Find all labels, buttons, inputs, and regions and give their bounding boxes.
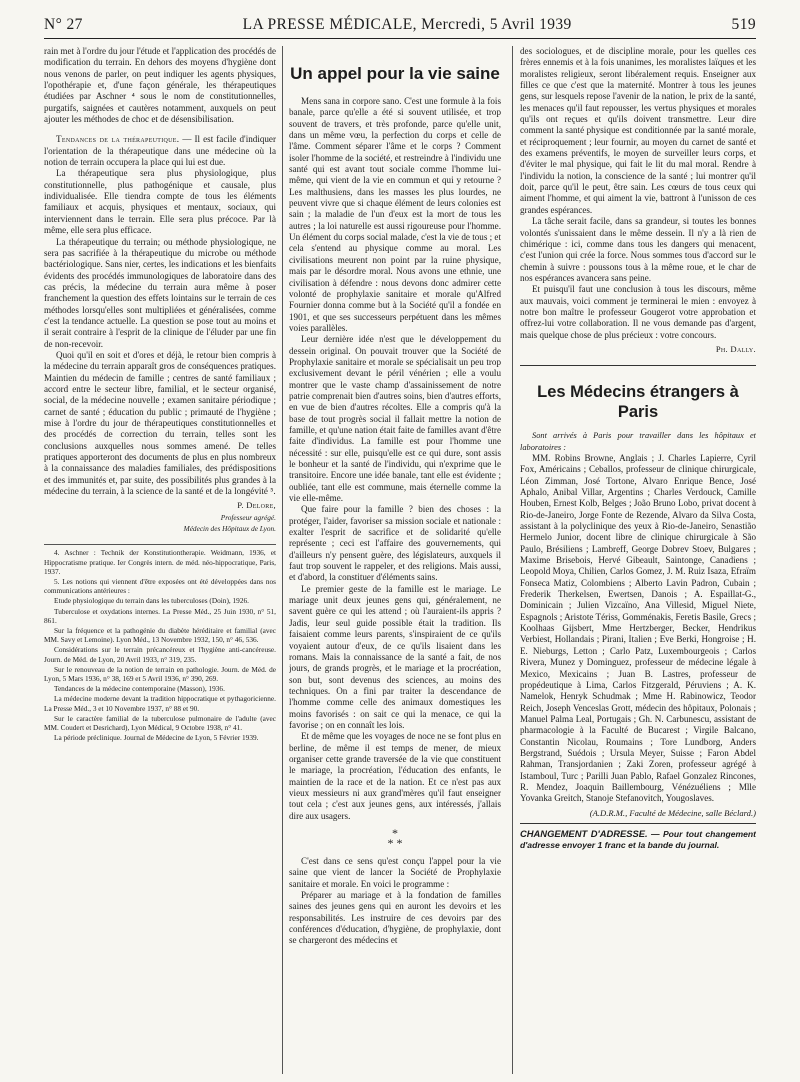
footnote: 4. Aschner : Technik der Konstitutiontherapie. Weidmann, 1936, et Hippocratisme pratique. Ier Congrès intern. de méd. néo-hippocratique, Paris, 1937. bbox=[44, 548, 276, 576]
column-divider bbox=[282, 46, 283, 1074]
paragraph: Et de même que les voyages de noce ne se font plus en berline, de même il est temps de mener, de mieux organiser cette grande traversée de la vie que constituent le mariage, la procréation, l'éducation des enfants, le maintien de la race et de la nation. Et ce n'est pas aux vieux messieurs ni aux grand'mères qu'il faut enseigner tout cela ; c'est aux jeunes gens, aux intéressés, j'allais dire aux usagers. bbox=[289, 731, 501, 821]
column-middle bbox=[289, 46, 501, 1076]
paragraph: rain met à l'ordre du jour l'étude et l'application des procédés de modification du terrain. En dehors des moyens d'hygiène dont nous venons de parler, on peut indiquer les agents physiques, l'opothérapie et, d'une façon générale, les thérapeutiques étudiées par Aschner ⁴ sous le nom de constitutionnelles, purgatifs, saignées et cautères notamment, auxquels on peut ajouter les méthodes de choc et de désensibilisation. bbox=[44, 46, 276, 125]
paragraph: des sociologues, et de discipline morale, pour les quelles ces frères ennemis et à la fois unanimes, les moralistes laïques et les moralistes religieux, seront libéralement requis. Enseigner aux filles ce que c'est que la maternité. Montrer à tous les jeunes gens, sur lesquels repose l'avenir de la nation, le prix de la santé, les menaces qu'il faut repousser, les vertus physiques et morales qu'ils ont reçues et qu'ils doivent transmettre. Leur dire comment la santé physique est conditionnée par la santé morale, et réciproquement ; leur fournir, au moyen du carnet de santé et des examens préventifs, le moyen de surveiller leurs corps, et d'éviter le mal physique, qui fait le lit du mal moral. Rendre à l'individu la notion, la conscience de la santé ; lui montrer qu'il doit, parce qu'il le peut, être sain. Les cœurs de tous ceux qui aiment l'homme, et qui aiment la vie, battront à l'unisson de ces grandes espérances. bbox=[520, 46, 756, 215]
article-title: Un appel pour la vie saine bbox=[290, 64, 500, 83]
footnote: Sur le caractère familial de la tuberculose pulmonaire de l'adulte (avec MM. Coudert et Desrichard), Lyon Médical, 9 Octobre 1938, n° 41. bbox=[44, 713, 276, 733]
column-divider bbox=[512, 46, 513, 1074]
footnote: La médecine moderne devant la tradition hippocratique et pythagoricienne. La Presse Méd., 3 et 10 Novembre 1937, n° 88 et 90. bbox=[44, 694, 276, 713]
footnote: Etude physiologique du terrain dans les tuberculoses (Doin), 1926. bbox=[54, 596, 249, 606]
section-separator: * * * bbox=[387, 826, 403, 850]
footnote: 5. Les notions qui viennent d'être exposées ont été développées dans nos communications antérieures : bbox=[44, 577, 276, 596]
section-label: Tendances de la thérapeutique. bbox=[56, 134, 180, 145]
paragraph: La thérapeutique du terrain; ou méthode physiologique, ne sera pas sacrifiée à la thérapeutique du microbe ou méthode bactériologique. Sans nier, certes, les indications et les bienfaits évidents des procédés immunologiques de laboratoire dans des cas précis, la médecine du terrain aura même à poser franchement la question des effets lointains sur le terrain de ces méthodes lorsqu'elles sont multipliées et généralisées, comme c'est la tendance actuelle. La question se pose tout au moins et il serait contraire à l'esprit de la clinique de l'éluder par une fin de non-recevoir. bbox=[44, 236, 276, 349]
paragraph: Préparer au mariage et à la fondation de familles saines des jeunes gens qui en auront les devoirs et les responsabilités. Les instruire de ces devoirs par des conférences d'éducation, d'hygiène, de prophylaxie, dont se chargeront des médecins et bbox=[289, 890, 501, 946]
paragraph: Leur dernière idée n'est que le développement du dessein original. On pouvait trouver que la Société de Prophylaxie sanitaire et morale se spécialisait un peu trop exclusivement devant le péril vénérien ; elle a voulu montrer que le vaste champ d'assainissement de notre patrie comprenait bien d'autres soins, bien d'autres efforts, en vue de bien d'autres récoltes. Elle a compris qu'à la base de tout progrès social il fallait mettre la notion de famille, et qu'une nation était faite de familles avant d'être faite d'individus. La famille est pour l'homme une nécessité : sur elle, puisqu'elle est ce qui dure, sont assis le bonheur et la santé de l'individu, qui n'exprime que le transitoire. Encore une idée banale, tant elle est évidente ; oubliée, tant elle est commune, mais éternelle comme la vie elle-même. bbox=[289, 334, 501, 504]
footnote: Tuberculose et oxydations internes. La Presse Méd., 25 Juin 1930, n° 51, 861. bbox=[44, 606, 276, 625]
footnote: Considérations sur le terrain précancéreux et l'hygiène anti-cancéreuse. Journ. de Méd. de Lyon, 20 Avril 1933, n° 319, 235. bbox=[44, 645, 276, 664]
paragraph: Le premier geste de la famille est le mariage. Le mariage unit deux jeunes gens qui, généralement, ne savent guère ce qui les attend ; où l'auraient-ils appris ? Jadis, leur seul guide possible était la tradition. Ils faisaient comme leurs parents, s'inspiraient de ce qu'ils voyaient autour d'eux, de ce qu'ils lisaient dans les romans. Mais la connaissance de la santé a fait, de nos jours, de grands progrès, et le mariage et la procréation, son but, sont devenus des sciences, au moins des techniques. On a fini par traiter la descendance de l'homme comme celle des animaux domestiques les moins favorisés : on sait ce qui la menace, ce qui la favorise ; on en connaît les lois. bbox=[289, 583, 501, 730]
footnote: Sur la fréquence et la pathogénie du diabète héréditaire et familial (avec MM. Savy et Lemoine). Lyon Méd., 13 Novembre 1932, 150, n° 46, 536. bbox=[44, 626, 276, 645]
source-note: (A.D.R.M., Faculté de Médecine, salle Béclard.) bbox=[589, 807, 756, 818]
paragraph: Quoi qu'il en soit et d'ores et déjà, le retour bien compris à la médecine du terrain apparaît gros de conséquences pratiques. Maintien du médecin de famille ; centres de santé familiaux ; accord entre le secteur libre, familial, et le secteur organisé, social, de la médecine nouvelle ; examen sanitaire périodique ; carnet de santé ; éducation du public ; primauté de l'hygiène ; mise à l'ordre du jour de thérapeutiques constitutionnelles et des procédés de correction du terrain, telles sont les conclusions auxquelles nous sommes amené. De telles pratiques apporteront des documents de plus en plus nombreux à la connaissance des maladies familiales, des prédispositions et des immunités et, par suite, des possibilités plus grandes à la médecine du terrain, à la science de la santé et de la longévité ⁵. bbox=[44, 349, 276, 497]
section-rule bbox=[520, 823, 756, 824]
paragraph: Que faire pour la famille ? bien des choses : la protéger, l'aider, favoriser sa mission sociale et nationale : exalter l'esprit de sacrifice et de solidarité qu'elle représente ; ceci est l'affaire des gouvernements, qui d'ailleurs n'y pensent guère, des législateurs, auxquels il faut trop souvent le rappeler, et des religions. Mais aussi, et d'abord, la constituer d'éléments sains. bbox=[289, 504, 501, 583]
author-affiliation: Médecin des Hôpitaux de Lyon. bbox=[183, 524, 276, 534]
running-header bbox=[44, 16, 756, 38]
author-title: Professeur agrégé. bbox=[220, 512, 276, 522]
paragraph bbox=[44, 134, 276, 168]
column-right bbox=[520, 46, 756, 1076]
author-signature: Ph. Dally. bbox=[715, 343, 756, 354]
paragraph: C'est dans ce sens qu'est conçu l'appel pour la vie saine que vient de lancer la Société de Prophylaxie sanitaire et morale. En voici le programme : bbox=[289, 856, 501, 889]
column-left bbox=[44, 46, 276, 1076]
footnote: Sur le renouveau de la notion de terrain en pathologie. Journ. de Méd. de Lyon, 5 Mars 1936, n° 38, 169 et 5 Avril 1936, n° 390, 269. bbox=[44, 664, 276, 684]
header-rule bbox=[44, 38, 756, 39]
section-rule bbox=[520, 365, 756, 366]
author-signature: P. Delore, bbox=[237, 500, 276, 511]
issue-number: N° 27 bbox=[44, 16, 83, 33]
page-number: 519 bbox=[731, 16, 756, 33]
doctor-list: MM. Robins Browne, Anglais ; J. Charles Lapierre, Cyril Fox, Américains ; Ceballos, professeur de clinique chirurgicale, Léon Zimman, José Tortone, Alvaro Enrique Bence, José Aphalo, Anibal Villar, Argentins ; Charles Verdouck, Camille Houben, Ernest Kolb, Belges ; João Bruno Lobo, privat docent à Rio-de-Janeiro, Jorge Fonte de Rezende, Alvaro da Silva Costa, assistant à la polyclinique des yeux à Rio-de-Janeiro, Senastião Hermelo Junior, docent libre de clinique chirurgicale à São Paulo, Brésiliens ; Lambreff, George Dobrev Stoev, Bulgares ; Maxime Brisebois, Hervé Gibeault, Saintonge, Canadiens ; Leopold Moya, Chilien, Carlos Gomez, J. M. Ruiz Isaza, Efraïm Fonseca Matiz, Colombiens ; Alberto Lavin Padron, Cubain ; Frederik Therkelsen, Ewertsen, Danois ; A. Espaillat-G., Dominicain ; Julien Vizcaïno, Ana Villesid, Miguel Niete, Espagnols ; Aristote Tériss, Gomménakis, Feretis Basile, Grecs ; Koolhaas Gijsbert, Mme Hertzberger, Becker, Hendrikus Verbiest, Hollandais ; Pirani, Italien ; Eve Berki, Hongroise ; H. E. Nieburgs, Letton ; Carlo Patz, Luxembourgeois ; Carlos Rivera, Munez y Dominguez, professeur de médecine légale à Mexico, Mexicains ; Juan B. Lastres, professeur de propédeutique à Lima, Carlos Fitzgerald, Péruviens ; A. K. Namelok, Henryk Schudmak ; Mme H. Rabinowicz, Teodor Reich, Joseph Venceslas Grott, médecin des hôpitaux, Polonais ; Manuel Palma Leal, Portugais ; Gh. N. Carbunescu, assistant de pharmacologie à la Faculté de Bucarest ; Virgile Balcano, Constantin Nicolau, Roumains ; Tore Lundborg, Anders Bergstrand, Suédois ; Ursula Meyer, Suisse ; Faron Abdel Rahman, Transjordanien ; Zaki Zoren, professeur agrégé à Istamboul, Turc ; Parilli Juan Pablo, Rafael Gonzalez Rincones, R. Mendez, Joaquin Baillembourg, Vénézuéliens ; Mlle Yovanka Greitch, Stanoje Stefanovitch, Yougoslaves. bbox=[520, 452, 756, 804]
article-title: Les Médecins étrangers à Paris bbox=[537, 383, 739, 422]
intro-line: Sont arrivés à Paris pour travailler dans les hôpitaux et laboratoires : bbox=[520, 431, 756, 452]
footnotes bbox=[44, 544, 276, 742]
notice-heading: CHANGEMENT D'ADRESSE. bbox=[520, 827, 648, 839]
paragraph: Mens sana in corpore sano. C'est une formule à la fois banale, parce qu'elle a été si souvent utilisée, et trop souvent de travers, et très profonde, parce qu'elle unit, dans un même vœu, la perfection du corps et celle de l'âme. Comment séparer l'âme et le corps ? Comment isoler l'homme de la société, et restreindre à l'individu une santé qui est avant tout sociale comme l'homme lui-même, qui vient de la vie en commun et qui y retourne ? Les malthusiens, dans les masses les plus lourdes, ne peuvent vivre que si chaque élément de leurs colonies est sain ; la maladie de l'un d'eux est la mort de tous les autres ; la loi naturelle est aussi rigoureuse pour l'homme. Un élément du corps social malade, c'est la vie de tous ; et cela s'entend au physique comme au moral. Les civilisations meurent non point par la ruine physique, mais par le désordre moral. Nous avons une ethnie, une civilisation à défendre : nous devons donc admirer cette volonté de prophylaxie sanitaire et morale qu'Alfred Fournier donna comme but à la Société qu'il a fondée en 1901, et que ses successeurs perpétuent dans les mêmes voies parallèles. bbox=[289, 96, 501, 333]
footnote: La période préclinique. Journal de Médecine de Lyon, 5 Février 1939. bbox=[54, 733, 259, 743]
paragraph: La thérapeutique sera plus physiologique, plus constitutionnelle, plus pathogénique et causale, plus individualisée. Elle tiendra compte de tous les éléments familiaux et acquis, physiques et mentaux, sociaux, qui interviennent dans le terrain. Elle sera plus précoce. Par là même, elle sera plus efficace. bbox=[44, 168, 276, 236]
paragraph: La tâche serait facile, dans sa grandeur, si toutes les bonnes volontés s'unissaient dans le même dessein. Il n'y a là rien de chimérique : ici, comme dans tous les dangers qui menacent, c'est l'union qui crée la force. Nous sommes tous d'accord sur le chemin à suivre : poussons tous à la même roue, et le char de nos espérances avancera sans peine. bbox=[520, 216, 756, 283]
paragraph: Et puisqu'il faut une conclusion à tous les discours, même aux mauvais, voici comment je terminerai le mien : envoyez à notre bon maître le professeur Gougerot votre approbation et offrez-lui votre collaboration. Il ne vous demande pas d'argent, mais quelque chose de plus précieux : votre concours. bbox=[520, 284, 756, 340]
footnote: Tendances de la médecine contemporaine (Masson), 1936. bbox=[54, 684, 225, 694]
notice-text: — Pour tout changement d'adresse envoyer 1 franc et la bande du journal. bbox=[520, 828, 756, 850]
address-notice bbox=[520, 828, 756, 851]
journal-title: LA PRESSE MÉDICALE, Mercredi, 5 Avril 1939 bbox=[242, 16, 572, 33]
paragraph-text: — Il est facile d'indiquer l'orientation de la thérapeutique dans une médecine où la notion de terrain occupera la place qui lui est due. bbox=[44, 134, 276, 168]
